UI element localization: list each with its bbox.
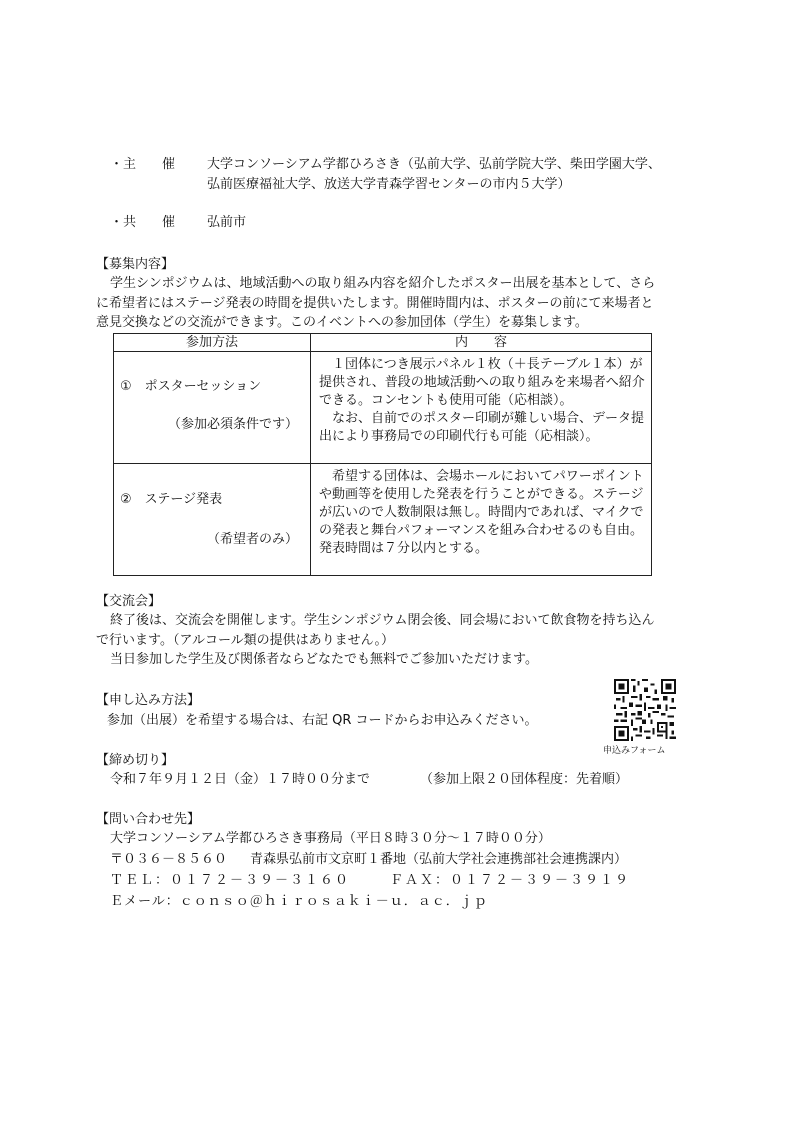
deadline-date: 令和７年９月１２日（金）１７時００分まで <box>110 772 371 787</box>
recruit-table <box>113 333 652 576</box>
content-stage-1: 希望する団体は、会場ホールにおいてパワーポイントや動画等を使用した発表を行うことができる。ステージが広いので人数制限は無し。時間内であれば、マイクでの発表と舞台パフォーマンスを組み合わせるのも自由。発表時間は７分以内とする。 <box>319 469 644 556</box>
content-poster-1: １団体につき展示パネル１枚（＋長テーブル１本）が提供され、普段の地域活動への取り組みを来場者へ紹介できる。コンセントも使用可能（応相談）。 <box>319 357 645 408</box>
contact-tel: ＴＥＬ：０１７２－３９－３１６０ <box>110 873 351 888</box>
organizer-line-2: 弘前医療福祉大学、放送大学青森学習センターの市内５大学） <box>207 177 571 192</box>
contact-email[interactable]: Ｅメール：ｃｏｎｓｏ＠ｈｉｒｏｓａｋｉ－ｕ．ａｃ．ｊｐ <box>110 894 488 909</box>
contact-address: 青森県弘前市文京町１番地（弘前大学社会連携部社会連携課内） <box>250 852 628 867</box>
method-poster-note: （参加必須条件です） <box>167 417 298 432</box>
organizer-label: ・主 催 <box>110 157 176 172</box>
qr-caption: 申込みフォーム <box>603 746 666 756</box>
content-cell <box>311 464 652 576</box>
content-cell <box>311 352 652 464</box>
social-heading: 【交流会】 <box>96 594 162 609</box>
content-poster-2: なお、自前でのポスター印刷が難しい場合、データ提出により事務局での印刷代行も可能（応相談）。 <box>319 411 645 444</box>
social-line-3: 当日参加した学生及び関係者ならどなたでも無料でご参加いただけます。 <box>110 652 538 667</box>
cosponsor-label: ・共 催 <box>110 215 176 230</box>
social-line-1: 終了後は、交流会を開催します。学生シンポジウム閉会後、同会場において飲食物を持ち込ん <box>110 613 655 628</box>
recruit-line-3: 意見交換などの交流ができます。このイベントへの参加団体（学生）を募集します。 <box>96 315 588 330</box>
apply-line-1: 参加（出展）を希望する場合は、右記 QR コードからお申込みください。 <box>107 713 538 728</box>
header-method: 参加方法 <box>114 334 311 352</box>
apply-heading: 【申し込み方法】 <box>96 693 201 708</box>
method-cell <box>114 464 311 576</box>
social-line-2: で行います。（アルコール類の提供はありません。） <box>96 633 394 648</box>
table-row <box>114 352 652 464</box>
deadline-limit: （参加上限２０団体程度：先着順） <box>420 772 629 787</box>
recruit-heading: 【募集内容】 <box>96 257 175 272</box>
organizer-line-1: 大学コンソーシアム学都ひろさき（弘前大学、弘前学院大学、柴田学園大学、 <box>207 157 661 172</box>
contact-office: 大学コンソーシアム学都ひろさき事務局（平日８時３０分～１７時００分） <box>110 831 551 846</box>
contact-heading: 【問い合わせ先】 <box>96 812 201 827</box>
method-poster: ① ポスターセッション <box>120 379 262 394</box>
method-cell <box>114 352 311 464</box>
method-stage-note: （希望者のみ） <box>206 532 298 547</box>
qr-code-icon[interactable] <box>614 679 676 741</box>
table-row <box>114 464 652 576</box>
deadline-heading: 【締め切り】 <box>96 753 175 768</box>
cosponsor-value: 弘前市 <box>207 215 247 230</box>
recruit-line-2: に希望者にはステージ発表の時間を提供いたします。開催時間内は、ポスターの前にて来場者と <box>96 296 654 311</box>
method-stage: ② ステージ発表 <box>120 492 223 507</box>
recruit-line-1: 学生シンポジウムは、地域活動への取り組み内容を紹介したポスター出展を基本として、さら <box>110 276 656 291</box>
header-content: 内 容 <box>311 334 652 352</box>
contact-fax: ＦＡＸ：０１７２－３９－３９１９ <box>390 873 631 888</box>
contact-postal: 〒０３６－８５６０ <box>110 852 228 867</box>
